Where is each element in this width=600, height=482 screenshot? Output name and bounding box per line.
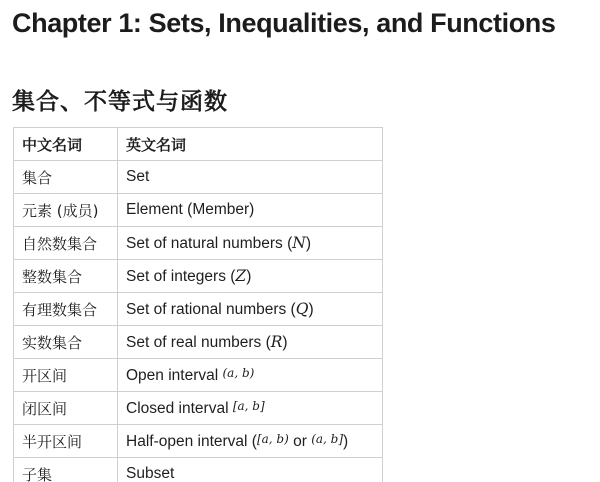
chapter-title: Chapter 1: Sets, Inequalities, and Functions [12, 8, 556, 38]
english-term: Closed interval [126, 399, 233, 417]
cell-chinese: 集合 [14, 161, 118, 194]
terms-table [13, 127, 383, 482]
english-term: Element (Member) [126, 201, 255, 218]
term-suffix: ) [282, 333, 288, 351]
cell-english [118, 326, 383, 359]
cell-chinese: 元素 (成员) [14, 194, 118, 227]
table-row [14, 326, 383, 359]
table-row [14, 227, 383, 260]
table-row [14, 392, 383, 425]
math-symbol: Z [235, 266, 247, 285]
table-row [14, 161, 383, 194]
math-symbol: (a, b) [222, 365, 255, 380]
cell-chinese: 实数集合 [14, 326, 118, 359]
english-term: Set of real numbers ( [126, 333, 271, 351]
cell-english [118, 458, 383, 482]
math-symbol: R [270, 332, 283, 351]
math-symbol: N [292, 233, 306, 252]
term-suffix: ) [305, 234, 312, 252]
math-symbol: [a, b) [256, 431, 289, 446]
cell-english [118, 260, 383, 293]
table-row [14, 194, 383, 227]
cell-chinese: 开区间 [14, 359, 118, 392]
cell-english [118, 293, 383, 326]
cell-english [118, 194, 383, 227]
math-symbol: [a, b] [232, 398, 265, 413]
cell-english [118, 227, 383, 260]
cell-english [118, 425, 383, 458]
english-term: Half-open interval ( [126, 432, 257, 450]
table-row [14, 359, 383, 392]
cell-chinese: 有理数集合 [14, 293, 118, 326]
table-row [14, 458, 383, 482]
table-row [14, 260, 383, 293]
english-term: Subset [126, 465, 175, 482]
table-header-row [14, 128, 383, 161]
term-connector: or [288, 432, 312, 450]
term-suffix: ) [246, 267, 252, 285]
cell-english [118, 161, 383, 194]
math-symbol: Q [295, 299, 309, 318]
english-term: Set of rational numbers ( [126, 300, 296, 318]
header-english-term: 英文名词 [118, 128, 383, 161]
cell-english [118, 359, 383, 392]
cell-chinese: 整数集合 [14, 260, 118, 293]
cell-chinese: 子集 [14, 458, 118, 482]
english-term: Set of natural numbers ( [126, 234, 293, 252]
table-row [14, 293, 383, 326]
english-term: Set [126, 168, 150, 185]
chapter-title-chinese: 集合、不等式与函数 [12, 89, 228, 115]
cell-chinese: 闭区间 [14, 392, 118, 425]
english-term: Open interval [126, 366, 223, 384]
table-row [14, 425, 383, 458]
english-term: Set of integers ( [126, 267, 236, 285]
term-suffix: ) [308, 300, 314, 318]
cell-chinese: 自然数集合 [14, 227, 118, 260]
term-suffix: ) [343, 432, 349, 450]
cell-chinese: 半开区间 [14, 425, 118, 458]
cell-english [118, 392, 383, 425]
header-chinese-term: 中文名词 [14, 128, 118, 161]
math-symbol-2: (a, b] [311, 431, 344, 446]
